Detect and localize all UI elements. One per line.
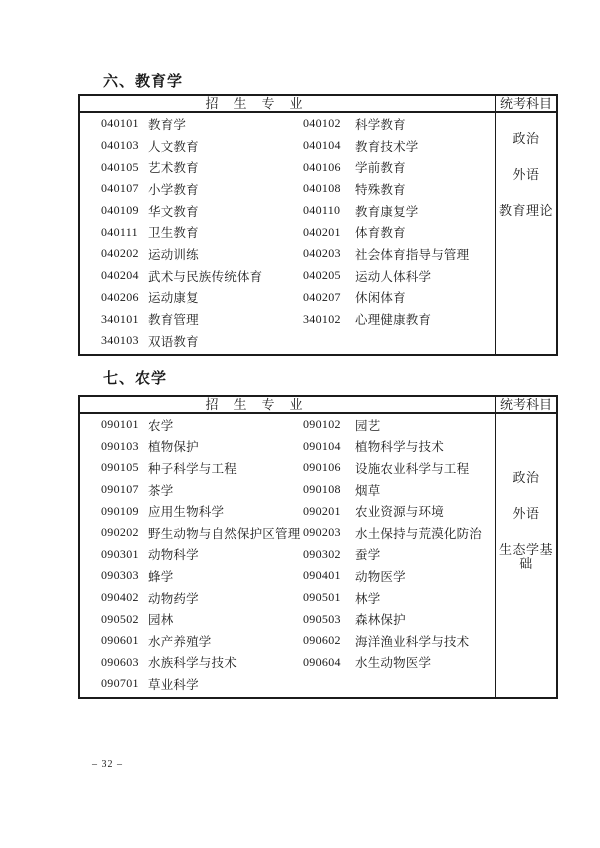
major-code: 090201 [303,503,341,518]
major-name: 设施农业科学与工程 [355,461,470,476]
section-title-agriculture: 七、农学 [103,371,168,387]
major-name: 运动训练 [148,247,199,262]
major-code: 090107 [101,482,139,497]
major-code: 040103 [101,138,139,153]
table-row [80,113,495,135]
major-name: 人文教育 [148,139,199,154]
major-name: 运动人体科学 [355,269,432,284]
major-code: 090601 [101,633,139,648]
major-code: 090503 [303,611,341,626]
table-row [80,544,495,566]
table-row [80,178,495,200]
exam-subjects-cell [495,414,556,697]
education-majors-table [78,94,558,356]
table-row [80,608,495,630]
table-row [80,243,495,265]
major-name: 艺术教育 [148,161,199,176]
major-code: 040104 [303,138,341,153]
major-name: 茶学 [148,483,174,498]
major-code: 090603 [101,654,139,669]
table-header-exam-subjects: 统考科目 [495,96,556,113]
table-row [80,200,495,222]
major-name: 动物医学 [355,569,406,584]
table-header-majors: 招 生 专 业 [80,397,495,414]
major-name: 应用生物科学 [148,505,225,520]
major-name: 双语教育 [148,334,199,349]
major-name: 教育技术学 [355,139,419,154]
major-name: 运动康复 [148,291,199,306]
major-name: 植物保护 [148,440,199,455]
agriculture-majors-table [78,395,558,699]
table-row [80,330,495,352]
table-row [80,479,495,501]
major-code: 090303 [101,568,139,583]
major-code: 040108 [303,181,341,196]
table-row [80,673,495,695]
exam-subject: 政治 [512,131,540,146]
major-name: 森林保护 [355,613,406,628]
major-code: 340102 [303,311,341,326]
major-code: 040101 [101,116,139,131]
major-code: 090202 [101,525,139,540]
major-code: 040206 [101,289,139,304]
table-row [80,414,495,436]
major-name: 种子科学与工程 [148,461,237,476]
major-code: 090604 [303,654,341,669]
major-code: 040202 [101,246,139,261]
major-code: 040110 [303,203,341,218]
major-code: 090101 [101,417,139,432]
major-name: 园艺 [355,418,381,433]
major-name: 林学 [355,591,381,606]
major-code: 090102 [303,417,341,432]
majors-rows [80,414,495,697]
major-code: 340101 [101,311,139,326]
table-row [80,500,495,522]
major-code: 090109 [101,503,139,518]
major-name: 小学教育 [148,182,199,197]
exam-subjects-cell [495,113,556,354]
major-code: 340103 [101,333,139,348]
major-name: 特殊教育 [355,182,406,197]
major-name: 卫生教育 [148,226,199,241]
major-code: 040205 [303,268,341,283]
major-code: 090302 [303,546,341,561]
major-name: 教育管理 [148,313,199,328]
table-header-majors: 招 生 专 业 [80,96,495,113]
major-code: 090301 [101,546,139,561]
major-code: 090103 [101,438,139,453]
major-name: 海洋渔业科学与技术 [355,634,470,649]
exam-subject: 政治 [512,470,540,485]
major-code: 040111 [101,224,138,239]
major-code: 040105 [101,159,139,174]
table-row [80,457,495,479]
table-row [80,135,495,157]
major-code: 090108 [303,482,341,497]
table-row [80,652,495,674]
major-code: 090401 [303,568,341,583]
major-name: 水产养殖学 [148,634,212,649]
major-code: 040203 [303,246,341,261]
major-name: 教育学 [148,117,187,132]
page-number: – 32 – [92,759,123,770]
section-title-education: 六、教育学 [103,74,184,90]
major-name: 园林 [148,613,174,628]
major-name: 科学教育 [355,117,406,132]
major-name: 蚕学 [355,548,381,563]
major-code: 090502 [101,611,139,626]
major-name: 水生动物医学 [355,656,432,671]
major-name: 农业资源与环境 [355,505,444,520]
exam-subject: 外语 [512,167,540,182]
major-name: 烟草 [355,483,381,498]
majors-rows [80,113,495,354]
table-row [80,522,495,544]
major-name: 教育康复学 [355,204,419,219]
major-name: 华文教育 [148,204,199,219]
major-code: 040204 [101,268,139,283]
table-row [80,287,495,309]
major-code: 040201 [303,224,341,239]
table-row [80,630,495,652]
major-code: 090402 [101,590,139,605]
major-name: 水土保持与荒漠化防治 [355,526,483,541]
exam-subject: 外语 [512,506,540,521]
major-name: 植物科学与技术 [355,440,444,455]
table-row [80,221,495,243]
major-name: 水族科学与技术 [148,656,237,671]
major-name: 草业科学 [148,677,199,692]
table-row [80,265,495,287]
major-code: 090203 [303,525,341,540]
major-name: 动物科学 [148,548,199,563]
table-row [80,436,495,458]
major-code: 090701 [101,676,139,691]
major-code: 040107 [101,181,139,196]
major-code: 090105 [101,460,139,475]
major-name: 心理健康教育 [355,313,432,328]
major-code: 040207 [303,289,341,304]
table-header-exam-subjects: 统考科目 [495,397,556,414]
major-code: 090501 [303,590,341,605]
major-name: 农学 [148,418,174,433]
major-name: 动物药学 [148,591,199,606]
major-name: 野生动物与自然保护区管理 [148,526,301,541]
major-code: 090106 [303,460,341,475]
major-code: 090104 [303,438,341,453]
table-row [80,308,495,330]
major-code: 090602 [303,633,341,648]
major-code: 040106 [303,159,341,174]
major-name: 社会体育指导与管理 [355,247,470,262]
table-row [80,156,495,178]
major-name: 学前教育 [355,161,406,176]
major-code: 040102 [303,116,341,131]
major-name: 蜂学 [148,569,174,584]
major-name: 休闲体育 [355,291,406,306]
table-row [80,587,495,609]
table-row [80,565,495,587]
exam-subject: 教育理论 [498,203,553,218]
major-name: 体育教育 [355,226,406,241]
major-code: 040109 [101,203,139,218]
major-name: 武术与民族传统体育 [148,269,263,284]
exam-subject: 生态学基础 [498,542,553,571]
